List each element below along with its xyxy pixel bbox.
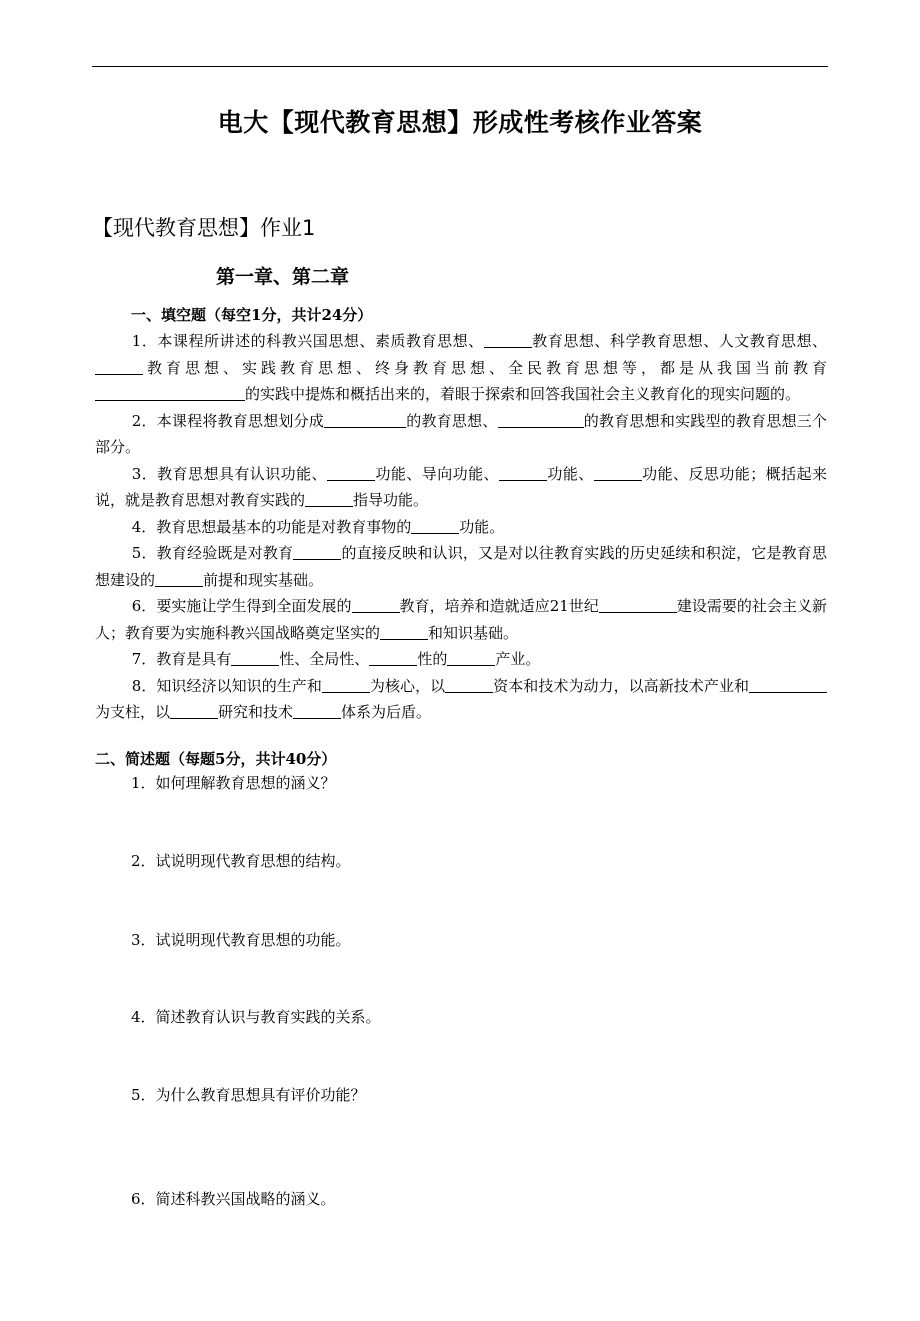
assignment-heading: 【现代教育思想】作业1 (92, 216, 316, 240)
question-text: 的教育思想和实践型的教育思想三个部分。 (95, 411, 827, 456)
question-text: 7．教育是具有 (131, 650, 232, 668)
fill-in-question-8 (95, 673, 827, 726)
answer-blank[interactable] (95, 385, 245, 401)
question-text: 5．教育经验既是对教育 (131, 544, 294, 562)
answer-blank[interactable] (293, 544, 341, 560)
answer-blank[interactable] (305, 491, 353, 507)
answer-blank[interactable] (369, 650, 417, 666)
question-text: 为核心，以 (369, 676, 446, 695)
fill-in-questions (95, 328, 827, 726)
document-title: 电大【现代教育思想】形成性考核作业答案 (217, 108, 703, 137)
short-answer-question-3: 3．试说明现代教育思想的功能。 (131, 931, 351, 949)
fill-in-question-2 (95, 408, 827, 461)
question-text: 前提和现实基础。 (203, 570, 324, 589)
fill-in-question-7 (95, 646, 827, 673)
fill-in-question-6 (95, 593, 827, 646)
question-text: 6．要实施让学生得到全面发展的 (131, 597, 352, 615)
question-text: 3．教育思想具有认识功能、 (131, 464, 327, 483)
answer-blank[interactable] (447, 650, 495, 666)
answer-blank[interactable] (324, 412, 406, 428)
question-text: 性、全局性、 (279, 650, 370, 668)
answer-blank[interactable] (231, 650, 279, 666)
answer-blank[interactable] (599, 597, 677, 613)
answer-blank[interactable] (352, 597, 400, 613)
question-text: 的实践中提炼和概括出来的，着眼于探索和回答我国社会主义教育化的现实问题的。 (245, 385, 801, 403)
question-text: 教育，培养和造就适应21世纪 (399, 597, 599, 615)
question-text: 研究和技术 (218, 703, 294, 721)
fill-in-section-heading: 一、填空题（每空1分，共计24分） (131, 306, 373, 324)
answer-blank[interactable] (155, 571, 203, 587)
short-answer-section-heading: 二、简述题（每题5分，共计40分） (95, 750, 337, 768)
answer-blank[interactable] (749, 677, 827, 693)
short-answer-question-2: 2．试说明现代教育思想的结构。 (131, 852, 351, 870)
question-text: 的教育思想、 (406, 411, 498, 430)
fill-in-question-5 (95, 540, 827, 593)
short-answer-question-4: 4．简述教育认识与教育实践的关系。 (131, 1008, 381, 1026)
question-text: 功能、导向功能、 (375, 464, 499, 483)
question-text: 功能、 (546, 464, 594, 483)
answer-blank[interactable] (499, 465, 547, 481)
answer-blank[interactable] (293, 703, 341, 719)
question-text: 建设需要的社会主义新人；教育要为实施科教兴国战略奠定坚实的 (95, 597, 827, 642)
question-text: 和知识基础。 (428, 623, 519, 642)
question-text: 为支柱，以 (95, 703, 171, 721)
answer-blank[interactable] (322, 677, 370, 693)
question-text: 体系为后盾。 (341, 703, 432, 721)
short-answer-question-6: 6．简述科教兴国战略的涵义。 (131, 1190, 336, 1208)
question-text: 2．本课程将教育思想划分成 (131, 411, 325, 430)
answer-blank[interactable] (327, 465, 375, 481)
fill-in-question-3 (95, 461, 827, 514)
question-text: 功能、反思功能；概括起来说，就是教育思想对教育实践的 (95, 464, 827, 509)
question-text: 4．教育思想最基本的功能是对教育事物的 (131, 517, 412, 536)
question-text: 教育思想、实践教育思想、终身教育思想、全民教育思想等，都是从我国当前教育 (143, 358, 827, 377)
short-answer-question-1: 1．如何理解教育思想的涵义？ (131, 774, 336, 792)
answer-blank[interactable] (380, 624, 428, 640)
question-text: 指导功能。 (353, 491, 429, 509)
answer-blank[interactable] (594, 465, 642, 481)
fill-in-question-4 (95, 514, 827, 541)
answer-blank[interactable] (484, 332, 532, 348)
chapter-heading: 第一章、第二章 (216, 266, 350, 288)
question-text: 资本和技术为动力，以高新技术产业和 (493, 676, 749, 695)
fill-in-question-1 (95, 328, 827, 408)
answer-blank[interactable] (498, 412, 584, 428)
question-text: 1．本课程所讲述的科教兴国思想、素质教育思想、 (131, 332, 484, 350)
short-answer-question-5: 5．为什么教育思想具有评价功能？ (131, 1086, 366, 1104)
answer-blank[interactable] (170, 703, 218, 719)
answer-blank[interactable] (445, 677, 493, 693)
question-text: 8．知识经济以知识的生产和 (131, 676, 322, 695)
question-text: 教育思想、科学教育思想、人文教育思想、 (531, 332, 827, 350)
top-rule (92, 66, 828, 67)
question-text: 产业。 (495, 650, 541, 668)
answer-blank[interactable] (411, 518, 459, 534)
question-text: 性的 (417, 650, 448, 668)
question-text: 功能。 (459, 517, 505, 536)
answer-blank[interactable] (95, 359, 143, 375)
question-text: 的直接反映和认识，又是对以往教育实践的历史延续和积淀，它是教育思想建设的 (95, 544, 827, 589)
